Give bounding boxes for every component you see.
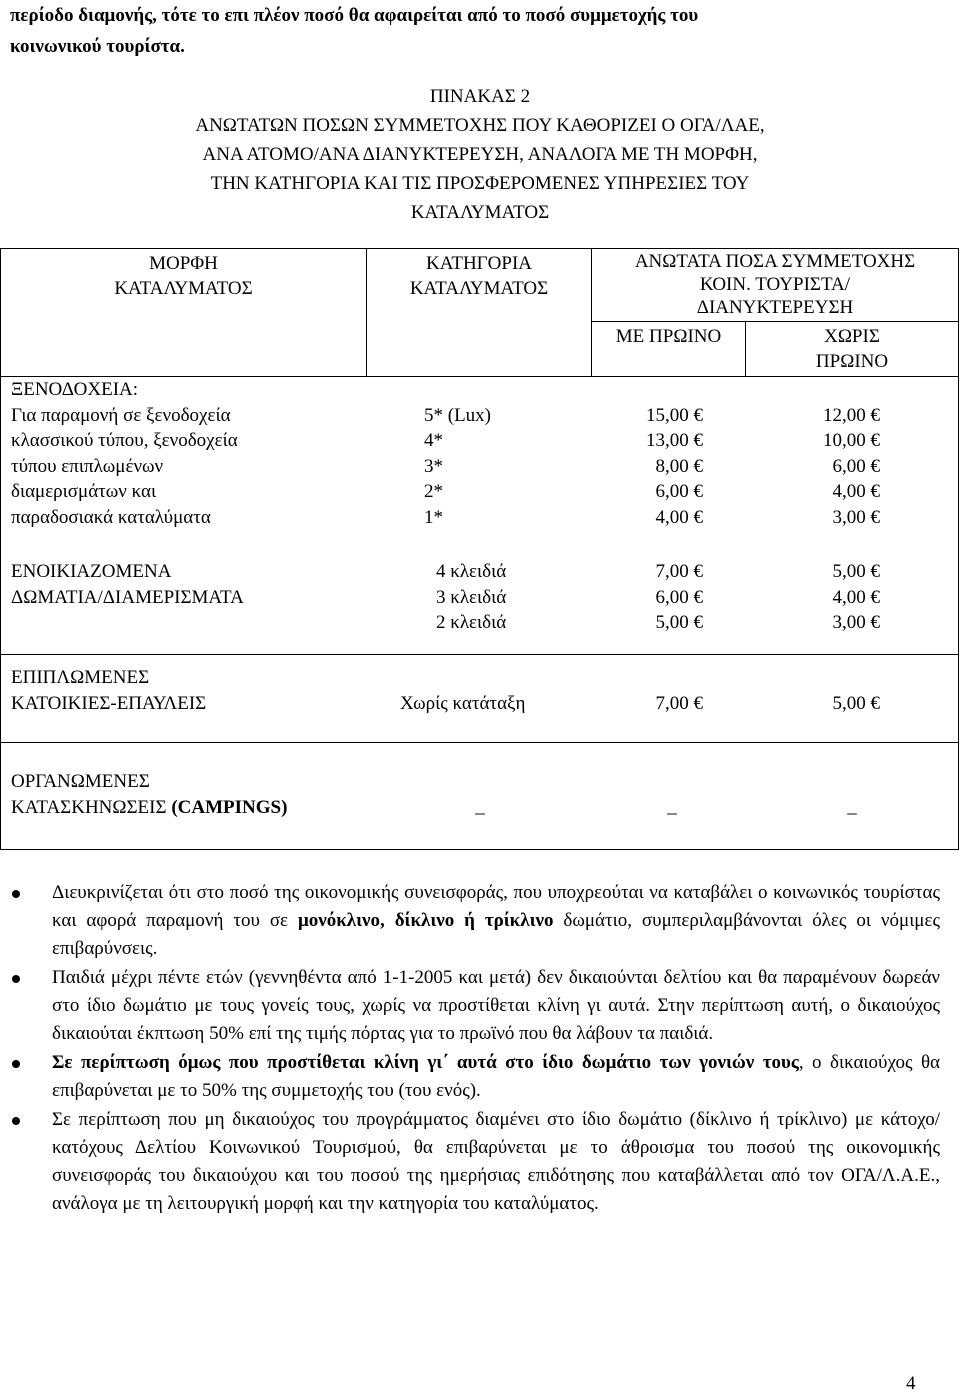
campings-with-breakfast: _ [667, 796, 677, 817]
table-border-right [958, 248, 959, 850]
intro-line-1: περίοδο διαμονής, τότε το επι πλέον ποσό θα αφαιρείται από το ποσό συμμετοχής του [10, 5, 699, 26]
table-border-left [0, 248, 1, 850]
table-title [20, 82, 940, 227]
note-item: Παιδιά μέχρι πέντε ετών (γεννηθέντα από 1-1-2005 και μετά) δεν δικαιούνται δελτίου και θα παραμένουν δωρεάν στο ίδιο δωμάτιο με τους γονείς τους, χωρίς να προστίθεται κλίνη γι αυτά. Στην περίπτωση αυτή, ο δικαιούχος δικαιούται έκπτωση 50% επί της τιμής πόρτας για το πρωϊνό που θα λάβουν τα παιδιά. [10, 964, 940, 1048]
table-border-top [0, 248, 959, 249]
rooms-without-breakfast: 5,00 € 4,00 € 3,00 € [832, 561, 880, 633]
note-item: Σε περίπτωση που μη δικαιούχος του προγράμματος διαμένει στο ίδιο δωμάτιο (δίκλινο ή τρίκλινο) με κάτοχο/κατόχους Δελτίου Κοινωνικού Τουρισμού, θα επιβαρύνεται με το άθροισμα του ποσού της οικονομικής συνεισφοράς του δικαιούχου και του ποσού της ημερήσιας επιδότησης που καταβάλλεται από τον ΟΓΑ/Λ.Α.Ε., ανάλογα με τη λειτουργική μορφή και την κατηγορία του καταλύματος. [10, 1106, 940, 1218]
intro-paragraph [10, 0, 950, 62]
title-line: ΑΝΩΤΑΤΩΝ ΠΟΣΩΝ ΣΥΜΜΕΤΟΧΗΣ ΠΟΥ ΚΑΘΟΡΙΖΕΙ Ο ΟΓΑ/ΛΑΕ, [195, 115, 765, 136]
bullet-icon [12, 1117, 20, 1125]
campings-label-bold: (CAMPINGS) [171, 796, 288, 818]
bullet-icon [12, 890, 20, 898]
villas-category: Χωρίς κατάταξη [400, 692, 526, 714]
campings-category: _ [475, 796, 485, 817]
villas-without-breakfast: 5,00 € [832, 692, 880, 714]
header-max-amounts: ΑΝΩΤΑΤΑ ΠΟΣΑ ΣΥΜΜΕΤΟΧΗΣ ΚΟΙΝ. ΤΟΥΡΙΣΤΑ/ ΔΙΑΝΥΚΤΕΡΕΥΣΗ [634, 251, 916, 318]
campings-label: ΟΡΓΑΝΩΜΕΝΕΣ ΚΑΤΑΣΚΗΝΩΣΕΙΣ (CAMPINGS) [11, 771, 288, 818]
title-line: ΠΙΝΑΚΑΣ 2 [429, 86, 531, 107]
campings-label-text: ΚΑΤΑΣΚΗΝΩΣΕΙΣ [11, 796, 172, 818]
header-row-divider [591, 321, 959, 322]
campings-without-breakfast: _ [847, 796, 857, 817]
title-line: ΤΗΝ ΚΑΤΗΓΟΡΙΑ ΚΑΙ ΤΙΣ ΠΡΟΣΦΕΡΟΜΕΝΕΣ ΥΠΗΡΕΣΙΕΣ ΤΟΥ [210, 173, 750, 194]
villas-with-breakfast: 7,00 € [655, 692, 703, 714]
title-line: ΑΝΑ ΑΤΟΜΟ/ΑΝΑ ΔΙΑΝΥΚΤΕΡΕΥΣΗ, ΑΝΑΛΟΓΑ ΜΕ ΤΗ ΜΟΡΦΗ, [202, 144, 758, 165]
rooms-with-breakfast: 7,00 € 6,00 € 5,00 € [655, 561, 703, 633]
header-category: ΚΑΤΗΓΟΡΙΑ ΚΑΤΑΛΥΜΑΤΟΣ [409, 253, 549, 299]
bullet-icon [12, 975, 20, 983]
header-without-breakfast: ΧΩΡΙΣ ΠΡΩΙΝΟ [815, 326, 889, 372]
table-border-bottom [0, 849, 959, 850]
title-line: ΚΑΤΑΛΥΜΑΤΟΣ [410, 202, 550, 223]
hotels-label: ΞΕΝΟΔΟΧΕΙΑ: Για παραμονή σε ξενοδοχεία κλασσικού τύπου, ξενοδοχεία τύπου επιπλωμένων διαμερισμάτων και παραδοσιακά καταλύματα [11, 379, 238, 528]
hotels-without-breakfast: 12,00 € 10,00 € 6,00 € 4,00 € 3,00 € [823, 404, 880, 528]
rooms-categories: 4 κλειδιά 3 κλειδιά 2 κλειδιά [436, 561, 507, 633]
note-item: Διευκρινίζεται ότι στο ποσό της οικονομικής συνεισφοράς, που υποχρεούται να καταβάλει ο κοινωνικός τουρίστας και αφορά παραμονή του σε μονόκλινο, δίκλινο ή τρίκλινο δωμάτιο, συμπεριλαμβάνονται όλες οι νόμιμες επιβαρύνσεις. [10, 879, 940, 963]
hotels-with-breakfast: 15,00 € 13,00 € 8,00 € 6,00 € 4,00 € [646, 404, 703, 528]
intro-line-2: κοινωνικού τουρίστα. [10, 36, 185, 57]
header-with-breakfast: ΜΕ ΠΡΩΙΝΟ [615, 326, 722, 347]
page-number: 4 [906, 1373, 916, 1394]
row-divider [0, 654, 959, 655]
participation-table [0, 248, 959, 850]
rooms-label: ΕΝΟΙΚΙΑΖΟΜΕΝΑ ΔΩΜΑΤΙΑ/ΔΙΑΜΕΡΙΣΜΑΤΑ [11, 561, 244, 608]
notes-list [10, 879, 940, 1219]
note-item: Σε περίπτωση όμως που προστίθεται κλίνη γι΄ αυτά στο ίδιο δωμάτιο των γονιών τους, ο δικαιούχος θα επιβαρύνεται με το 50% της συμμετοχής του (του ενός). [10, 1049, 940, 1105]
row-divider [0, 742, 959, 743]
header-form: ΜΟΡΦΗ ΚΑΤΑΛΥΜΑΤΟΣ [114, 253, 253, 299]
hotels-categories: 5* (Lux) 4* 3* 2* 1* [424, 404, 492, 528]
bullet-icon [12, 1060, 20, 1068]
villas-label: ΕΠΙΠΛΩΜΕΝΕΣ ΚΑΤΟΙΚΙΕΣ-ΕΠΑΥΛΕΙΣ [11, 667, 207, 714]
